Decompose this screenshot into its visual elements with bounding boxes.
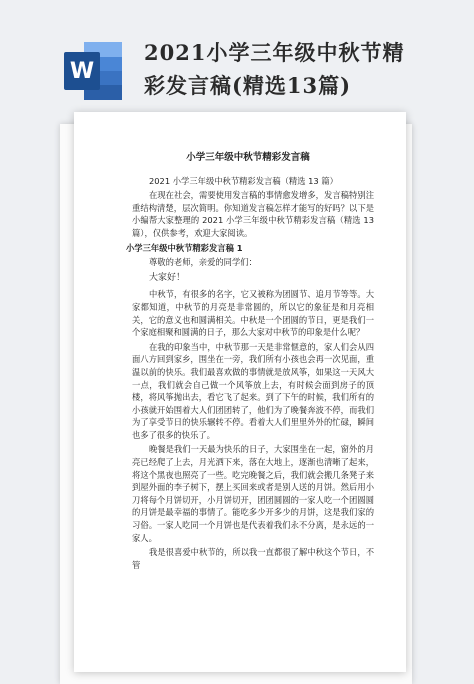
- title-line-2: 彩发言稿(精选13篇): [144, 73, 352, 98]
- svg-text:W: W: [69, 59, 95, 84]
- article-subtitle: 2021 小学三年级中秋节精彩发言稿（精选 13 篇）: [149, 175, 338, 186]
- body-paragraph: 在我的印象当中，中秋节那一天是非常惬意的，家人们会从四面八方回到家乡，围坐在一旁，我们所有小孩也会再一次见面，重温以前的快乐。我们最喜欢做的事情就是放风筝，如果这一天风大一点，我们就会自己做一个风筝放上去，有时候会面到房子的顶楼，将风筝抛出去，看它飞了起来。到了下午的时候，我们所有的小孩就开始围着大人们团团转了，他们为了晚餐奔波不停，而我们为了享受节日的快乐辗转不停。看着大人们里里外外的忙碌，瞬间也多了很多的快乐了。: [132, 341, 374, 440]
- document-page: [74, 112, 406, 672]
- greeting: 尊敬的老师，亲爱的同学们：: [149, 257, 257, 268]
- body-paragraph: 中秋节，有很多的名字，它又被称为团圆节、追月节等等。大家都知道，中秋节的月亮是非常圆的，所以它的象征是和月亮相关，它的意义也和圆满相关。中秋是一个团圆的节日，更是我们一个家庭相聚和圆满的日子，那么大家对中秋节的印象是什么呢？: [132, 289, 374, 338]
- section-heading: 小学三年级中秋节精彩发言稿 1: [126, 242, 243, 253]
- document-preview: [0, 112, 474, 669]
- intro-paragraph: 在现在社会，需要使用发言稿的事情愈发增多，发言稿特别注重结构清楚，层次简明。你知道发言稿怎样才能写的好吗？以下是小编帮大家整理的 2021 小学三年级中秋节精彩发言稿（精选 13 篇），仅供参考，欢迎大家阅读。: [132, 190, 374, 238]
- body-paragraph: 晚餐是我们一天最为快乐的日子，大家围坐在一起，窗外的月亮已经爬了上去，月光洒下来，落在大地上，逐渐也清晰了起来，将这个黑夜也照亮了一些。吃完晚餐之后，我们就会搬几条凳子来到屋外面的李子树下，摆上买回来或者是别人送的月饼。然后用小刀将每个月饼切开，小月饼切开，团团圆圆的一家人吃一个团圆圆的月饼是最幸福的事情了。能吃多少开多少的月饼，这是我们家的习俗。一家人吃同一个月饼也是代表着我们永不分离，是永远的一家人。: [132, 444, 374, 543]
- header: [0, 0, 474, 112]
- title-line-1: 2021小学三年级中秋节精: [144, 40, 405, 65]
- hello-line: 大家好！: [149, 272, 186, 283]
- page-title: [144, 36, 464, 102]
- article-title: 小学三年级中秋节精彩发言稿: [186, 152, 310, 163]
- body-paragraph: 我是很喜爱中秋节的，所以我一直都很了解中秋这个节日，不管: [132, 547, 374, 570]
- document-content: [126, 152, 374, 573]
- word-document-icon: [62, 40, 124, 102]
